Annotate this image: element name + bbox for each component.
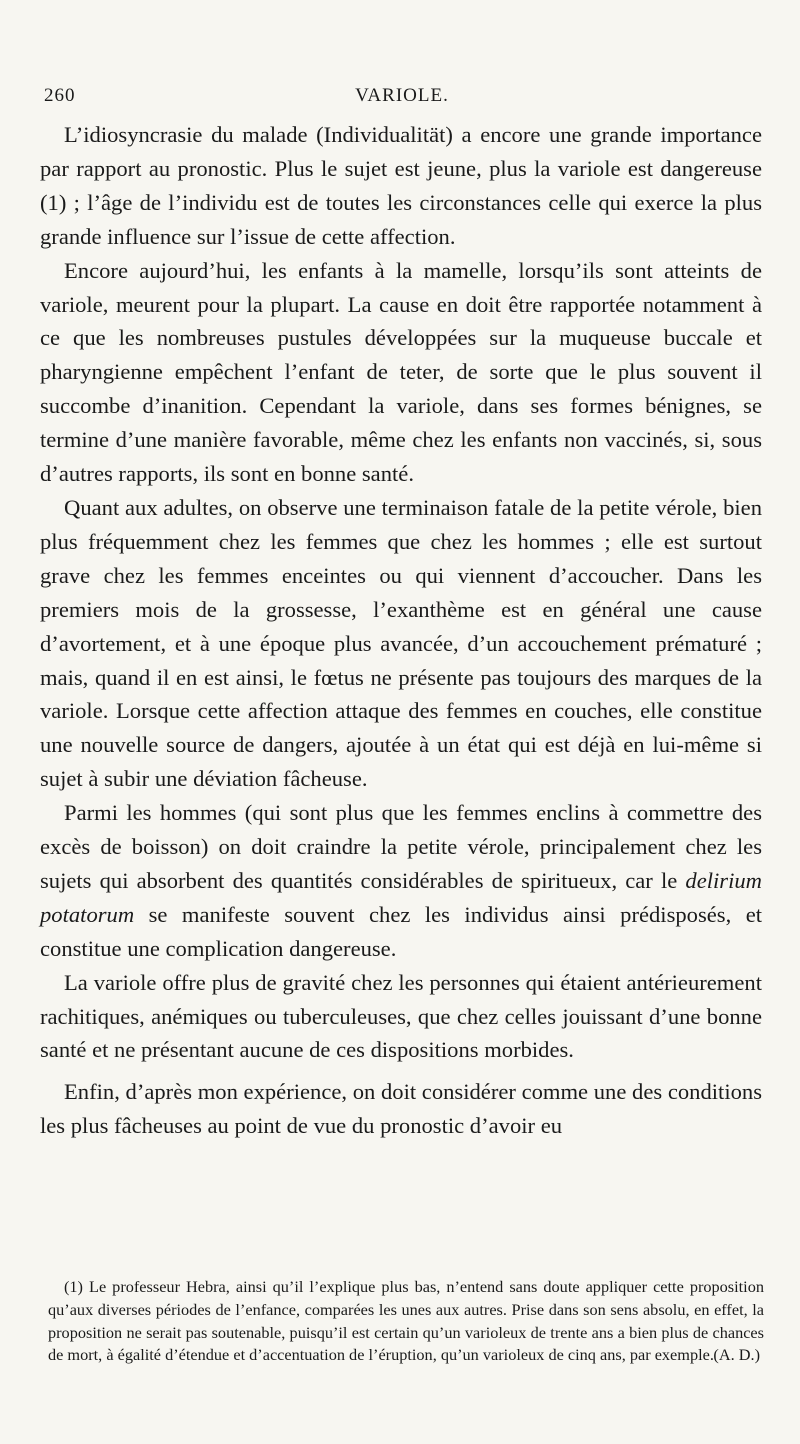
paragraph-idiosyncrasy — [40, 118, 762, 254]
running-head — [44, 85, 760, 115]
paragraph-text: L’idiosyncrasie du malade (Individualität) a encore une grande importance par rapport au pronostic. Plus le sujet est jeune, plus la variole est dangereuse (1) ; l’âge de l’individu est de toutes les circonstances celle qui exerce la plus grande influence sur l’issue de cette affection. — [40, 122, 762, 249]
paragraph-men-alcohol — [40, 796, 762, 966]
footnote-1 — [48, 1276, 764, 1367]
paragraph-infants — [40, 254, 762, 491]
paragraph-experience — [40, 1075, 762, 1143]
running-title: VARIOLE. — [355, 85, 449, 106]
page-number: 260 — [44, 85, 76, 106]
paragraph-text: se manifeste souvent chez les individus ainsi prédisposés, et constitue une complication dangereuse. — [40, 901, 762, 961]
footnote-text: (1) Le professeur Hebra, ainsi qu’il l’explique plus bas, n’entend sans doute appliquer cette proposition qu’aux diverses périodes de l’enfance, comparées les unes aux autres. Prise dans son sens absolu, en effet, la proposition ne serait pas soutenable, puisqu’il est certain qu’un varioleux de trente ans a bien plus de chances de mort, à égalité d’étendue et d’accentuation de l’éruption, qu’un varioleux de cinq ans, par exemple. — [48, 1277, 764, 1365]
footnotes — [48, 1276, 764, 1367]
paragraph-text: La variole offre plus de gravité chez les personnes qui étaient antérieurement rachitiques, anémiques ou tuberculeuses, que chez celles jouissant d’une bonne santé et ne présentant aucune de ces dispositions morbides. — [40, 969, 762, 1063]
paragraph-text: Enfin, d’après mon expérience, on doit considérer comme une des conditions les plus fâcheuses au point de vue du pronostic d’avoir eu — [40, 1079, 762, 1139]
paragraph-text: Encore aujourd’hui, les enfants à la mamelle, lorsqu’ils sont atteints de variole, meurent pour la plupart. La cause en doit être rapportée notamment à ce que les nombreuses pustules développées sur la muqueuse buccale et pharyngienne empêchent l’enfant de teter, de sorte que le plus souvent il succombe d’inanition. Cependant la variole, dans ses formes bénignes, se termine d’une manière favorable, même chez les enfants non vaccinés, si, sous d’autres rapports, ils sont en bonne santé. — [40, 257, 762, 487]
paragraph-prior-illness — [40, 966, 762, 1068]
italic-term: delirium potatorum — [40, 867, 762, 927]
footnote-signature: (A. D.) — [713, 1345, 760, 1365]
body-text — [40, 118, 762, 1143]
paragraph-text: Parmi les hommes (qui sont plus que les femmes enclins à commettre des excès de boisson) on doit craindre la petite vérole, principalement chez les sujets qui absorbent des quantités considérables de spiritueux, car le — [40, 800, 762, 893]
paragraph-text: Quant aux adultes, on observe une terminaison fatale de la petite vérole, bien plus fréquemment chez les femmes que chez les hommes ; elle est surtout grave chez les femmes enceintes ou qui viennent d’accoucher. Dans les premiers mois de la grossesse, l’exanthème est en général une cause d’avortement, et à une époque plus avancée, d’un accouchement prématuré ; mais, quand il en est ainsi, le fœtus ne présente pas toujours des marques de la variole. Lorsque cette affection attaque des femmes en couches, elle constitue une nouvelle source de dangers, ajoutée à un état qui est déjà en lui-même si sujet à subir une déviation fâcheuse. — [40, 494, 762, 792]
paragraph-adults — [40, 491, 762, 796]
